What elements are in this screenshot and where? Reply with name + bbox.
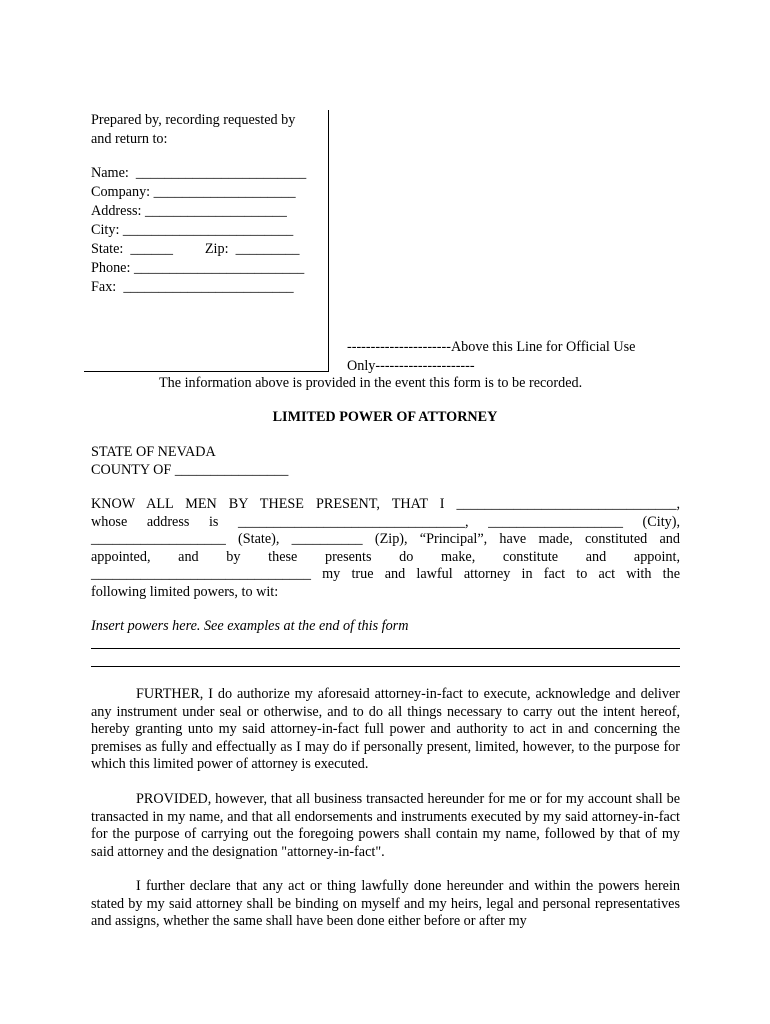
state-zip-field[interactable]: State: ______ Zip: _________ [91,241,300,257]
prepared-by-line-1: Prepared by, recording requested by [91,112,296,128]
know-all-line-2: whose address is ________________________________, ___________________ (City), [91,514,680,530]
know-all-line-4: appointed, and by these presents do make, constitute and appoint, [91,549,680,565]
insert-powers-instruction: Insert powers here. See examples at the end of this form [91,618,409,634]
recording-box-divider [328,110,329,372]
county-line[interactable]: COUNTY OF ________________ [91,462,289,478]
city-field[interactable]: City: ________________________ [91,222,294,238]
official-use-line-2: Only--------------------- [347,358,475,374]
phone-field[interactable]: Phone: ________________________ [91,260,305,276]
state-line: STATE OF NEVADA [91,444,216,460]
company-field[interactable]: Company: ____________________ [91,184,296,200]
prepared-by-line-2: and return to: [91,131,168,147]
paragraph-further: FURTHER, I do authorize my aforesaid attorney-in-fact to execute, acknowledge and deliver any instrument under seal or otherwise, and to do all things necessary to carry out the intent hereof, hereby granting unto my said attorney-in-fact full power and authority to act in and concerning the premises as fully and effectually as I may do if personally present, limited, however, to the purpose for which this limited power of attorney is executed. [91,686,680,772]
paragraph-declare: I further declare that any act or thing lawfully done hereunder and within the powers herein stated by my said attorney shall be binding on myself and my heirs, legal and personal representatives and assigns, whether the same shall have been done either before or after my [91,878,680,929]
official-use-line-1: ----------------------Above this Line for Official Use [347,339,636,355]
powers-blank-line-2[interactable] [91,666,680,667]
recording-box-bottom-rule [84,371,328,372]
address-field[interactable]: Address: ____________________ [91,203,287,219]
fax-field[interactable]: Fax: ________________________ [91,279,294,295]
know-all-line-6: following limited powers, to wit: [91,584,279,600]
document-title: LIMITED POWER OF ATTORNEY [272,409,498,425]
paragraph-provided: PROVIDED, however, that all business transacted hereunder for me or for my account shall be transacted in my name, and that all endorsements and instruments executed by my said attorney-in-fact for the purpose of carrying out the foregoing powers shall contain my name, followed by that of my said attorney and the designation "attorney-in-fact". [91,791,680,860]
know-all-line-3: ___________________ (State), __________ (Zip), “Principal”, have made, constituted and [91,531,680,547]
powers-blank-line-1[interactable] [91,648,680,649]
know-all-line-1: KNOW ALL MEN BY THESE PRESENT, THAT I _______________________________, [91,496,680,512]
recording-note: The information above is provided in the event this form is to be recorded. [159,375,583,391]
know-all-line-5: _______________________________ my true and lawful attorney in fact to act with the [91,566,680,582]
name-field[interactable]: Name: ________________________ [91,165,307,181]
